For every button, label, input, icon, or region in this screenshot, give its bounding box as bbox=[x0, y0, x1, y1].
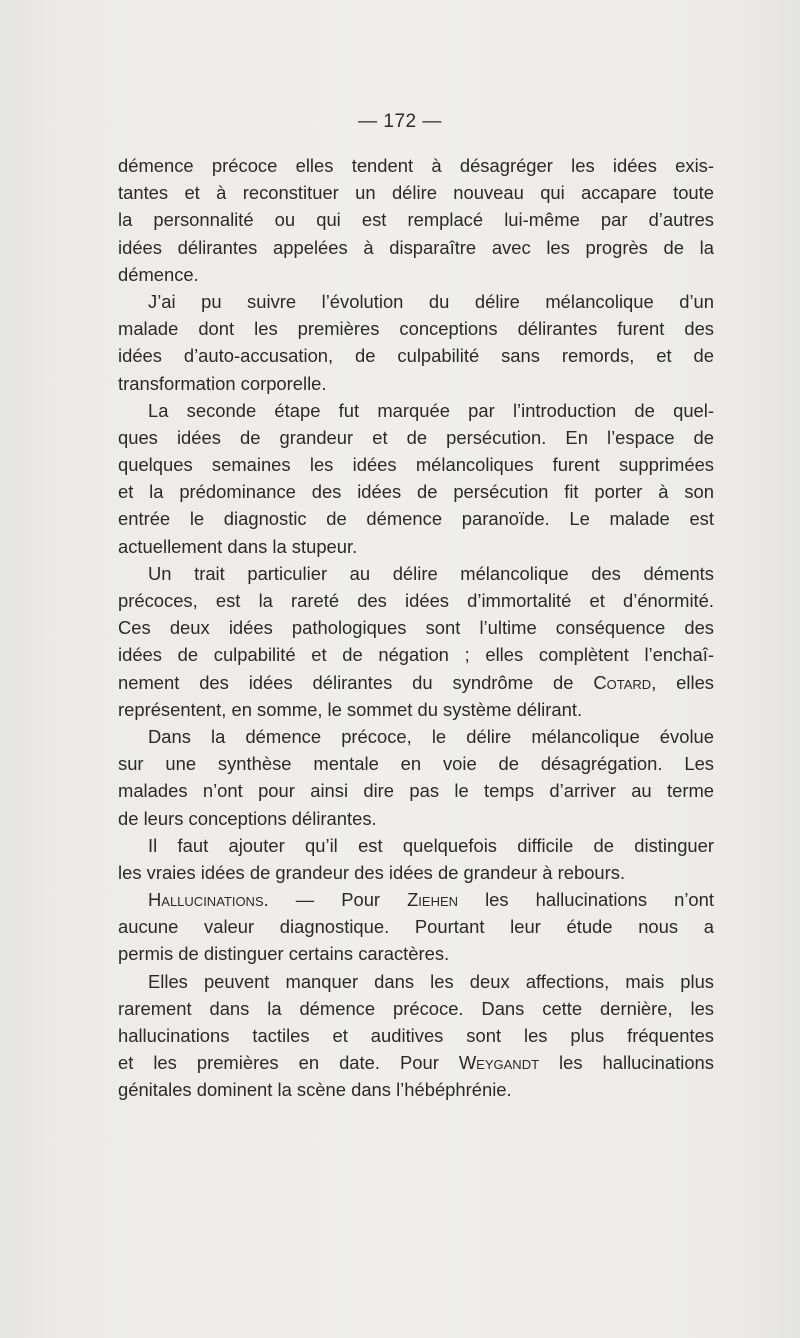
text-line: Il faut ajouter qu’il est quelquefois difficile de distinguer bbox=[148, 834, 714, 856]
paragraph bbox=[118, 832, 714, 886]
text-line: actuellement dans la stupeur. bbox=[118, 535, 358, 557]
text-line: La seconde étape fut marquée par l’introduction de quel- bbox=[148, 399, 714, 421]
text-line: représentent, en somme, le sommet du système délirant. bbox=[118, 698, 583, 720]
text-line: idées délirantes appelées à disparaître avec les progrès de la bbox=[118, 236, 714, 258]
text-line: idées de culpabilité et de négation ; elles complètent l’enchaî- bbox=[118, 644, 714, 666]
text-line: ques idées de grandeur et de persécution. En l’espace de bbox=[118, 426, 714, 448]
text-line: rarement dans la démence précoce. Dans cette dernière, les bbox=[118, 997, 714, 1019]
text-line: les vraies idées de grandeur des idées de grandeur à rebours. bbox=[118, 861, 626, 883]
paragraph bbox=[118, 397, 714, 560]
text-line: Elles peuvent manquer dans les deux affections, mais plus bbox=[148, 970, 714, 992]
paragraph bbox=[118, 886, 714, 968]
text-line: sur une synthèse mentale en voie de désagrégation. Les bbox=[118, 753, 714, 775]
text-line: idées d’auto-accusation, de culpabilité sans remords, et de bbox=[118, 345, 714, 367]
text-line: démence. bbox=[118, 263, 199, 285]
text-line: quelques semaines les idées mélancoliques furent supprimées bbox=[118, 454, 714, 476]
page-body-text bbox=[118, 152, 714, 1104]
text-line: de leurs conceptions délirantes. bbox=[118, 807, 377, 829]
text-line: Dans la démence précoce, le délire mélancolique évolue bbox=[148, 725, 714, 747]
text-line: démence précoce elles tendent à désagréger les idées exis- bbox=[118, 155, 714, 176]
paragraph bbox=[118, 152, 714, 288]
text-line: malades n’ont pour ainsi dire pas le temps d’arriver au terme bbox=[118, 780, 714, 802]
text-line: la personnalité ou qui est remplacé lui-même par d’autres bbox=[118, 209, 714, 231]
text-line: précoces, est la rareté des idées d’immortalité et d’énormité. bbox=[118, 590, 714, 611]
small-caps-name: Cotard bbox=[593, 671, 652, 693]
text-line: transformation corporelle. bbox=[118, 372, 327, 394]
text-line: J’ai pu suivre l’évolution du délire mélancolique d’un bbox=[148, 290, 714, 312]
text-line: Un trait particulier au délire mélancolique des déments bbox=[148, 562, 714, 584]
text-line: Ces deux idées pathologiques sont l’ultime conséquence des bbox=[118, 617, 714, 639]
text-line: et la prédominance des idées de persécution fit porter à son bbox=[118, 481, 714, 503]
small-caps-name: Ziehen bbox=[407, 889, 459, 911]
small-caps-name: Weygandt bbox=[458, 1052, 540, 1074]
text-line: permis de distinguer certains caractères. bbox=[118, 943, 450, 965]
text-line: entrée le diagnostic de démence paranoïde. Le malade est bbox=[118, 508, 714, 530]
text-line: et les premières en date. Pour Weygandt les hallucinations bbox=[118, 1052, 714, 1074]
paragraph bbox=[118, 560, 714, 723]
small-caps-name: Hallucinations bbox=[148, 889, 264, 911]
paragraph bbox=[118, 723, 714, 832]
text-line: hallucinations tactiles et auditives sont les plus fréquentes bbox=[118, 1025, 714, 1046]
paragraph bbox=[118, 968, 714, 1104]
text-line: malade dont les premières conceptions délirantes furent des bbox=[118, 318, 714, 340]
text-line: génitales dominent la scène dans l’hébéphrénie. bbox=[118, 1079, 512, 1101]
text-line: Hallucinations. — Pour Ziehen les hallucinations n’ont bbox=[148, 889, 714, 911]
page-number: — 172 — bbox=[358, 111, 442, 132]
text-line: nement des idées délirantes du syndrôme de Cotard, elles bbox=[118, 671, 714, 693]
text-line: aucune valeur diagnostique. Pourtant leur étude nous a bbox=[118, 916, 714, 938]
paragraph bbox=[118, 288, 714, 397]
text-line: tantes et à reconstituer un délire nouveau qui accapare toute bbox=[118, 182, 714, 204]
